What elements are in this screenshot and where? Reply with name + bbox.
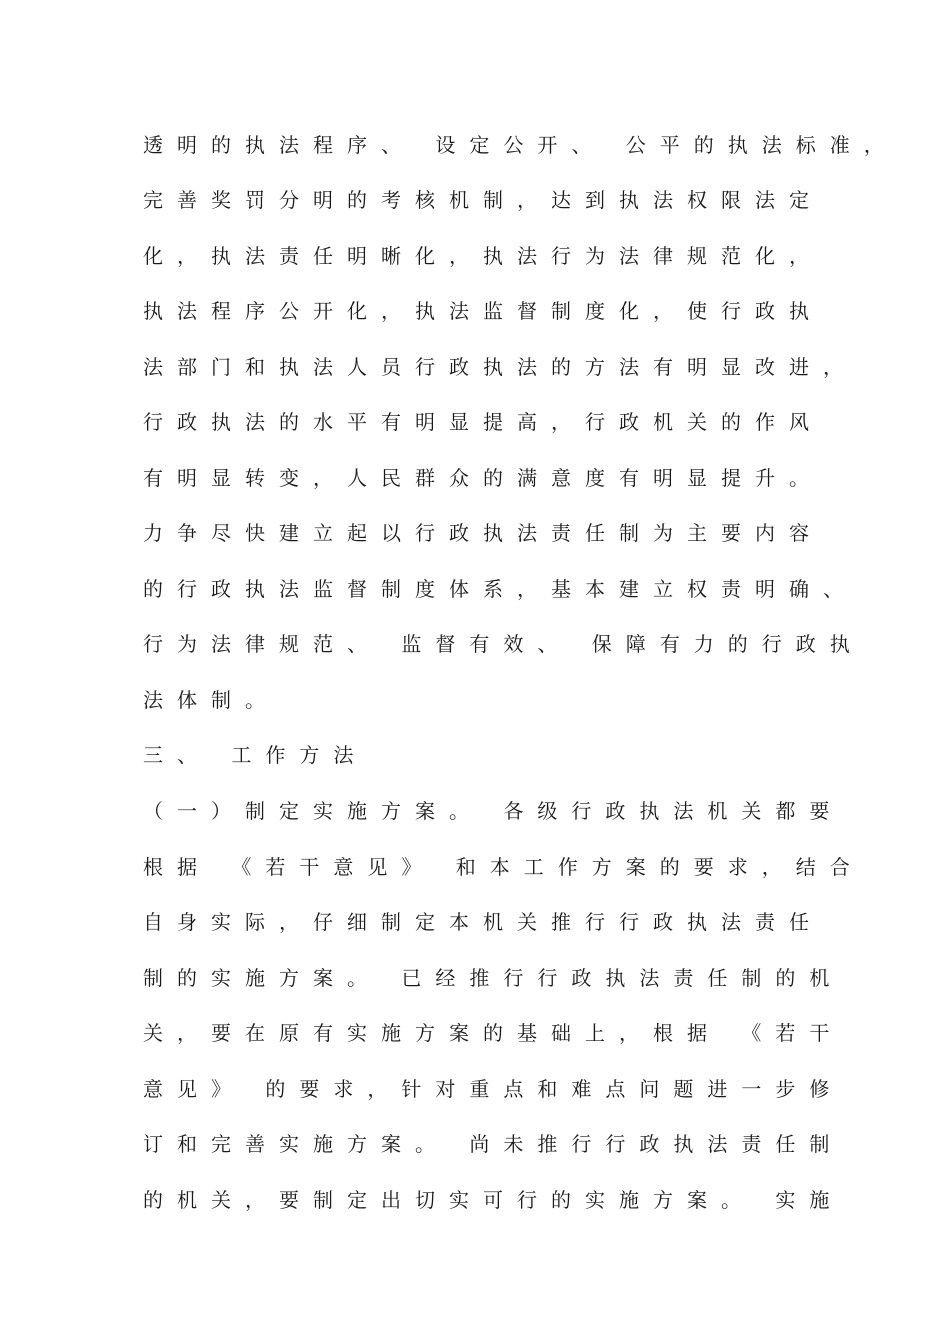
- text-line: 的行政执法监督制度体系，基本建立权责明确、: [143, 577, 857, 601]
- text-line: 关，要在原有实施方案的基础上，根据 《若干: [143, 1021, 844, 1045]
- text-line: 行政执法的水平有明显提高，行政机关的作风: [143, 410, 823, 434]
- text-line: 化，执法责任明晰化，执法行为法律规范化，: [143, 244, 823, 268]
- text-line: 完善奖罚分明的考核机制，达到执法权限法定: [143, 188, 823, 212]
- text-line: （一）制定实施方案。 各级行政执法机关都要: [143, 799, 844, 823]
- text-line: 意见》 的要求，针对重点和难点问题进一步修: [143, 1077, 844, 1101]
- text-line: 的机关，要制定出切实可行的实施方案。 实施: [143, 1188, 844, 1212]
- text-line: 力争尽快建立起以行政执法责任制为主要内容: [143, 521, 823, 545]
- text-line: 根据 《若干意见》 和本工作方案的要求，结合: [143, 855, 864, 879]
- text-line: 订和完善实施方案。 尚未推行行政执法责任制: [143, 1132, 844, 1156]
- text-line: 行为法律规范、 监督有效、 保障有力的行政执: [143, 632, 864, 656]
- section-heading: 三、 工作方法: [143, 743, 368, 767]
- text-line: 法部门和执法人员行政执法的方法有明显改进，: [143, 355, 857, 379]
- text-line: 自身实际，仔细制定本机关推行行政执法责任: [143, 910, 823, 934]
- text-line: 法体制。: [143, 688, 279, 712]
- text-line: 有明显转变，人民群众的满意度有明显提升。: [143, 466, 823, 490]
- text-line: 执法程序公开化，执法监督制度化，使行政执: [143, 299, 823, 323]
- text-line: 透明的执法程序、 设定公开、 公平的执法标准，: [143, 133, 898, 157]
- text-line: 制的实施方案。 已经推行行政执法责任制的机: [143, 966, 844, 990]
